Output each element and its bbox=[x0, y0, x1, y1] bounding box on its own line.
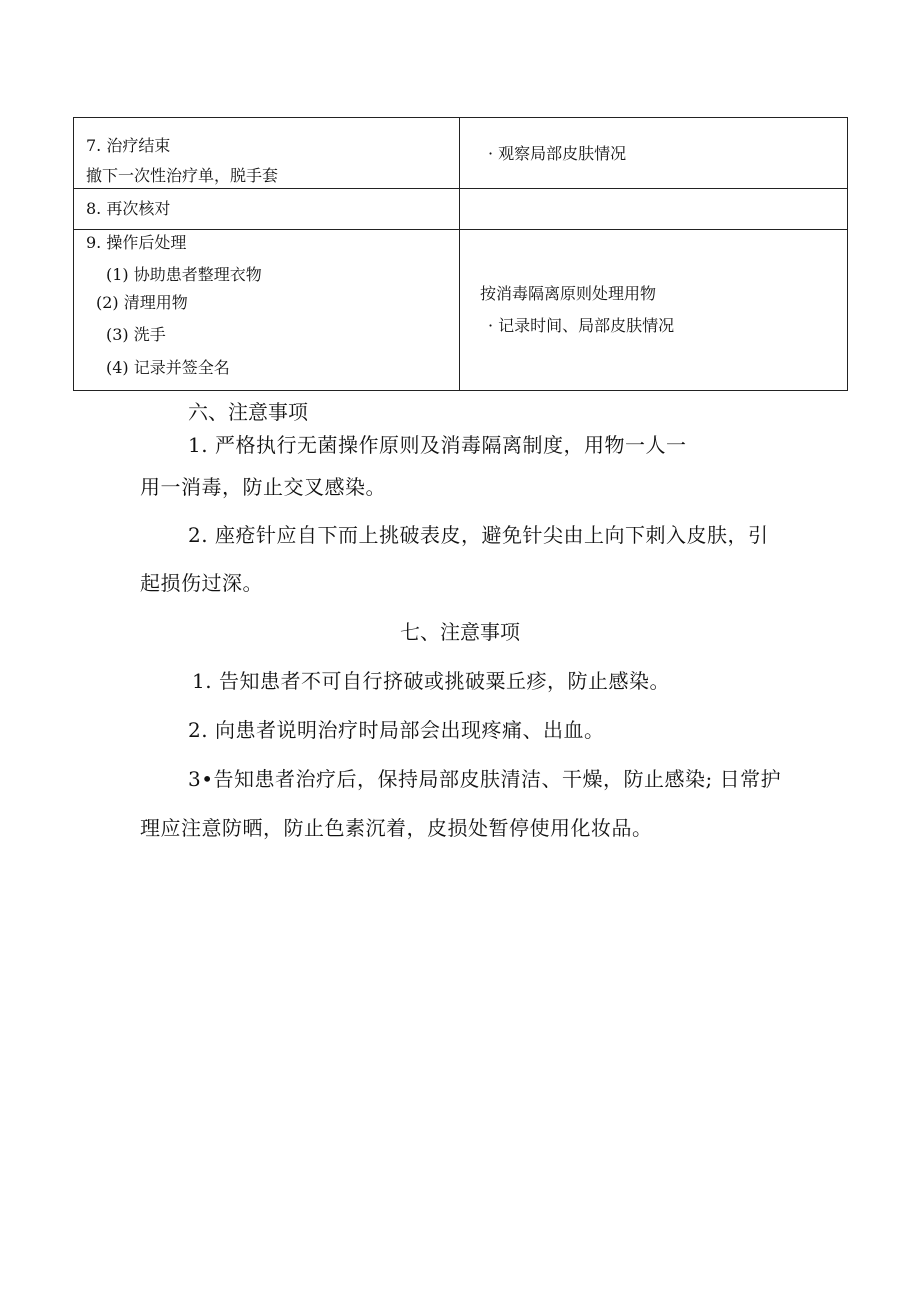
row9-step-cell bbox=[74, 230, 460, 391]
procedure-table bbox=[73, 117, 848, 391]
table-row-9 bbox=[74, 230, 848, 391]
row7-step-title: 7. 治疗结束 bbox=[86, 136, 171, 155]
row9-note-2: · 记录时间、局部皮肤情况 bbox=[488, 316, 675, 335]
row9-note-cell bbox=[460, 230, 848, 391]
section7-item3-line2: 理应注意防晒，防止色素沉着，皮损处暂停使用化妆品。 bbox=[140, 816, 653, 840]
row9-step-title: 9. 操作后处理 bbox=[86, 233, 187, 252]
table-row-8 bbox=[74, 189, 848, 230]
row8-step-cell bbox=[74, 189, 460, 230]
row9-substep-1: (1) 协助患者整理衣物 bbox=[106, 265, 262, 284]
row8-step-title: 8. 再次核对 bbox=[86, 199, 171, 218]
row8-note-cell bbox=[460, 189, 848, 230]
row9-substep-2: (2) 清理用物 bbox=[96, 293, 188, 312]
section7-item3-line1: 3•告知患者治疗后，保持局部皮肤清洁、干燥，防止感染; 日常护 bbox=[188, 767, 782, 791]
row9-substep-4: (4) 记录并签全名 bbox=[106, 358, 230, 377]
section6-item2-line1: 2. 座疮针应自下而上挑破表皮，避免针尖由上向下刺入皮肤，引 bbox=[188, 523, 769, 547]
section6-item2-line2: 起损伤过深。 bbox=[140, 571, 263, 595]
row7-step-detail: 撤下一次性治疗单，脱手套 bbox=[86, 166, 279, 185]
section7-item1: 1. 告知患者不可自行挤破或挑破粟丘疹，防止感染。 bbox=[192, 669, 670, 693]
section6-item1-line1: 1. 严格执行无菌操作原则及消毒隔离制度，用物一人一 bbox=[188, 433, 687, 457]
row7-note: · 观察局部皮肤情况 bbox=[488, 144, 627, 163]
section6-item1-line2: 用一消毒，防止交叉感染。 bbox=[140, 475, 386, 499]
table-row-7 bbox=[74, 118, 848, 189]
row7-note-cell bbox=[460, 118, 848, 189]
row7-step-cell bbox=[74, 118, 460, 189]
section7-item2: 2. 向患者说明治疗时局部会出现疼痛、出血。 bbox=[188, 718, 605, 742]
section6-heading: 六、注意事项 bbox=[188, 400, 308, 424]
row9-note-1: 按消毒隔离原则处理用物 bbox=[480, 284, 657, 303]
section7-heading: 七、注意事项 bbox=[400, 620, 520, 644]
row9-substep-3: (3) 洗手 bbox=[106, 325, 166, 344]
